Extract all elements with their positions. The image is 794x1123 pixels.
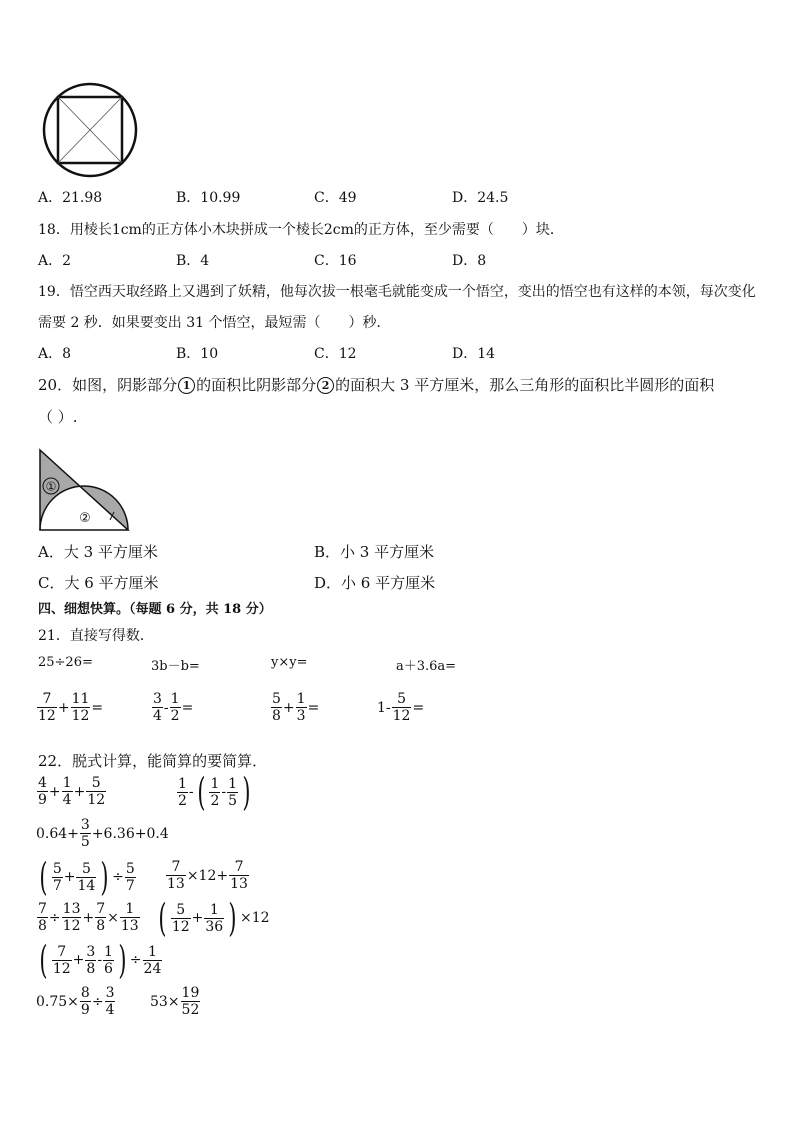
q19-question-line1: 19．悟空西天取经路上又遇到了妖精，他每次拔一根毫毛就能变成一个悟空，变出的悟空也有这样的本领，每次变化 [38,284,756,300]
q22-expr-4: ( $\frac{5}{7}$ + $\frac{5}{14}$ ) ÷ $\frac{5}{7}$ [39,855,135,899]
q20-option-d[interactable]: D．小 6 平方厘米 [314,574,436,592]
q20-option-c[interactable]: C．大 6 平方厘米 [38,574,159,592]
q18-option-d[interactable]: D．8 [452,253,487,269]
q20-text-part2: 的面积比阴影部分 [196,376,317,394]
fraction: $\frac{7}{12}$ [38,691,56,724]
q22-expr-7: ( $\frac{5}{12}$ + $\frac{1}{36}$ ) ×12 [158,896,270,940]
q17-option-a[interactable]: A．21.98 [38,190,103,206]
q22-expr-1: $\frac{4}{9}$ + $\frac{1}{4}$ + $\frac{5}{12}$ [38,775,106,808]
q21-item-3: y×y= [271,655,308,670]
q17-option-c[interactable]: C．49 [314,190,357,206]
q20-option-b[interactable]: B．小 3 平方厘米 [314,543,435,561]
q22-expr-10: 53× $\frac{19}{52}$ [150,985,200,1018]
figure-label-1: ① [45,479,57,494]
fraction: $\frac{5}{12}$ [392,691,411,724]
q21-item-5: $\frac{7}{12}$ + $\frac{11}{12}$ = [38,691,104,724]
q19-option-a[interactable]: A．8 [38,346,72,362]
q19-option-b[interactable]: B．10 [176,346,219,362]
q21-item-1: 25÷26= [38,655,93,670]
q22-expr-9: 0.75× $\frac{8}{9}$ ÷ $\frac{3}{4}$ [36,985,115,1018]
section-4-title: 四、细想快算。（每题 6 分，共 18 分） [38,602,272,617]
q18-option-a[interactable]: A．2 [38,253,72,269]
fraction: $\frac{11}{12}$ [71,691,90,724]
q20-text-part3: 的面积大 3 平方厘米，那么三角形的面积比半圆形的面积 [335,376,715,394]
q20-question-line1 [38,374,714,395]
q19-option-c[interactable]: C．12 [314,346,357,362]
q22-title: 22．脱式计算，能简算的要简算． [38,752,268,770]
q21-item-4: a＋3.6a= [396,659,457,674]
q22-expr-8: ( $\frac{7}{12}$ + $\frac{3}{8}$ - $\frac{1}{6}$ ) ÷ $\frac{1}{24}$ [39,938,162,982]
q22-expr-6: $\frac{7}{8}$ ÷ $\frac{13}{12}$ + $\frac{7}{8}$ × $\frac{1}{13}$ [38,901,139,934]
q20-circle-2: 2 [317,377,334,394]
q22-expr-5: $\frac{7}{13}$ ×12+ $\frac{7}{13}$ [167,859,248,892]
q17-option-d[interactable]: D．24.5 [452,190,509,206]
q20-circle-1: 1 [178,377,195,394]
fraction: $\frac{1}{3}$ [296,691,306,724]
triangle-semicircle-figure [36,446,130,534]
fraction: $\frac{1}{2}$ [170,691,180,724]
q18-option-c[interactable]: C．16 [314,253,357,269]
q20-question-line2: （ ）. [38,408,78,426]
fraction: $\frac{5}{8}$ [272,691,281,724]
q21-title: 21．直接写得数． [38,628,154,644]
q22-expr-2: $\frac{1}{2}$ - ( $\frac{1}{2}$ - $\frac{1}{5}$ ) [178,770,251,814]
q20-text-part1: 20．如图，阴影部分 [38,376,178,394]
q21-item-6: $\frac{3}{4}$ - $\frac{1}{2}$ = [153,691,194,724]
q18-question: 18．用棱长1cm的正方体小木块拼成一个棱长2cm的正方体，至少需要（ ）块． [38,222,564,238]
circle-square-figure [40,80,140,180]
q21-item-8: 1- $\frac{5}{12}$ = [377,691,425,724]
q19-question-line2: 需要 2 秒．如果要变出 31 个悟空，最短需（ ）秒． [38,315,391,331]
q22-expr-3: 0.64+ $\frac{3}{5}$ +6.36+0.4 [36,817,169,850]
q18-option-b[interactable]: B．4 [176,253,210,269]
q19-option-d[interactable]: D．14 [452,346,496,362]
q21-item-2: 3b－b= [151,659,200,674]
q20-option-a[interactable]: A．大 3 平方厘米 [38,543,158,561]
fraction: $\frac{3}{4}$ [153,691,162,724]
q21-item-7: $\frac{5}{8}$ + $\frac{1}{3}$ = [272,691,320,724]
q17-option-b[interactable]: B．10.99 [176,190,241,206]
figure-label-2: ② [79,511,91,526]
